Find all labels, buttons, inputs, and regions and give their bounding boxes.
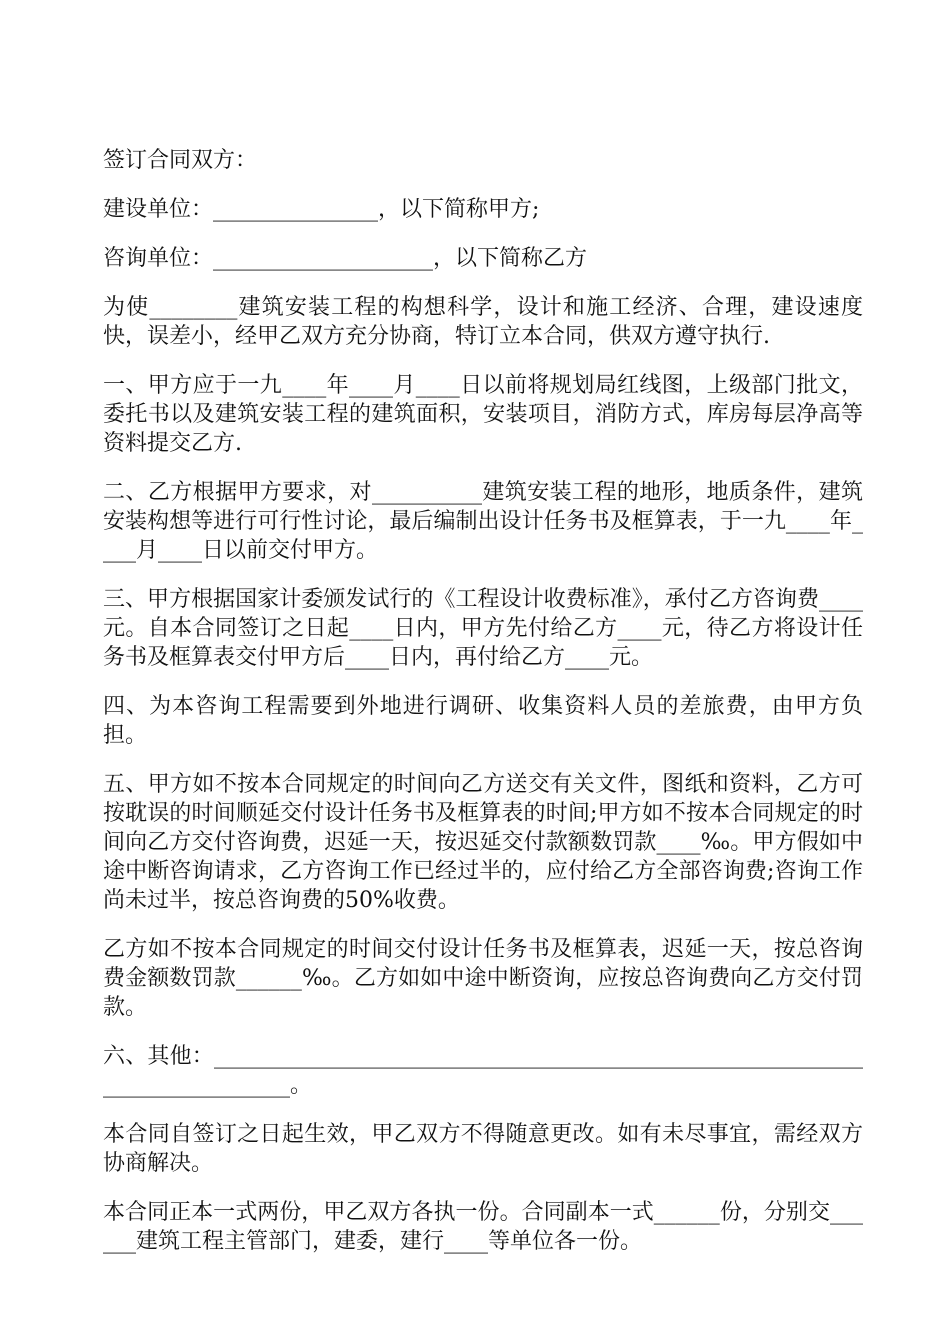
construction-unit-line: 建设单位：_______________，以下简称甲方; bbox=[103, 197, 540, 222]
consulting-unit-line: 咨询单位：____________________，以下简称乙方 bbox=[103, 246, 588, 271]
clause-4: 四、为本咨询工程需要到外地进行调研、收集资料人员的差旅费，由甲方负担。 bbox=[103, 694, 863, 748]
clause-1: 一、甲方应于一九____年____月____日以前将规划局红线图，上级部门批文，委托书以及建筑安装工程的建筑面积，安装项目，消防方式，库房每层净高等资料提交乙方. bbox=[103, 373, 863, 456]
effective-clause: 本合同自签订之日起生效，甲乙双方不得随意更改。如有未尽事宜，需经双方协商解决。 bbox=[103, 1122, 863, 1176]
preamble-paragraph: 为使________建筑安装工程的构想科学，设计和施工经济、合理，建设速度快，误差小，经甲乙双方充分协商，特订立本合同，供双方遵守执行. bbox=[103, 295, 863, 349]
clause-5-party-b: 乙方如不按本合同规定的时间交付设计任务书及框算表，迟延一天，按总咨询费金额数罚款______‰。乙方如如中途中断资询，应按总咨询费向乙方交付罚款。 bbox=[103, 937, 863, 1020]
parties-heading: 签订合同双方： bbox=[103, 148, 258, 173]
clause-2: 二、乙方根据甲方要求，对__________建筑安装工程的地形，地质条件，建筑安装构想等进行可行性讨论，最后编制出设计任务书及框算表，于一九____年____月____日以前交付甲方。 bbox=[103, 480, 863, 563]
copies-clause: 本合同正本一式两份，甲乙双方各执一份。合同副本一式______份，分别交______建筑工程主管部门，建委，建行____等单位各一份。 bbox=[103, 1200, 863, 1254]
clause-3: 三、甲方根据国家计委颁发试行的《工程设计收费标准》，承付乙方咨询费____元。自本合同签订之日起____日内，甲方先付给乙方____元，待乙方将设计任务书及框算表交付甲方后____日内，再付给乙方____元。 bbox=[103, 587, 863, 670]
contract-page bbox=[103, 146, 863, 1256]
clause-6-other: 六、其他：____________________________________________________________________________。 bbox=[103, 1044, 863, 1098]
clause-5: 五、甲方如不按本合同规定的时间向乙方送交有关文件，图纸和资料，乙方可按耽误的时间顺延交付设计任务书及框算表的时间;甲方如不按本合同规定的时间向乙方交付咨询费，迟延一天，按迟延交付款额数罚款____‰。甲方假如中途中断咨询请求，乙方咨询工作已经过半的，应付给乙方全部咨询费;咨询工作尚未过半，按总咨询费的50%收费。 bbox=[103, 772, 863, 913]
